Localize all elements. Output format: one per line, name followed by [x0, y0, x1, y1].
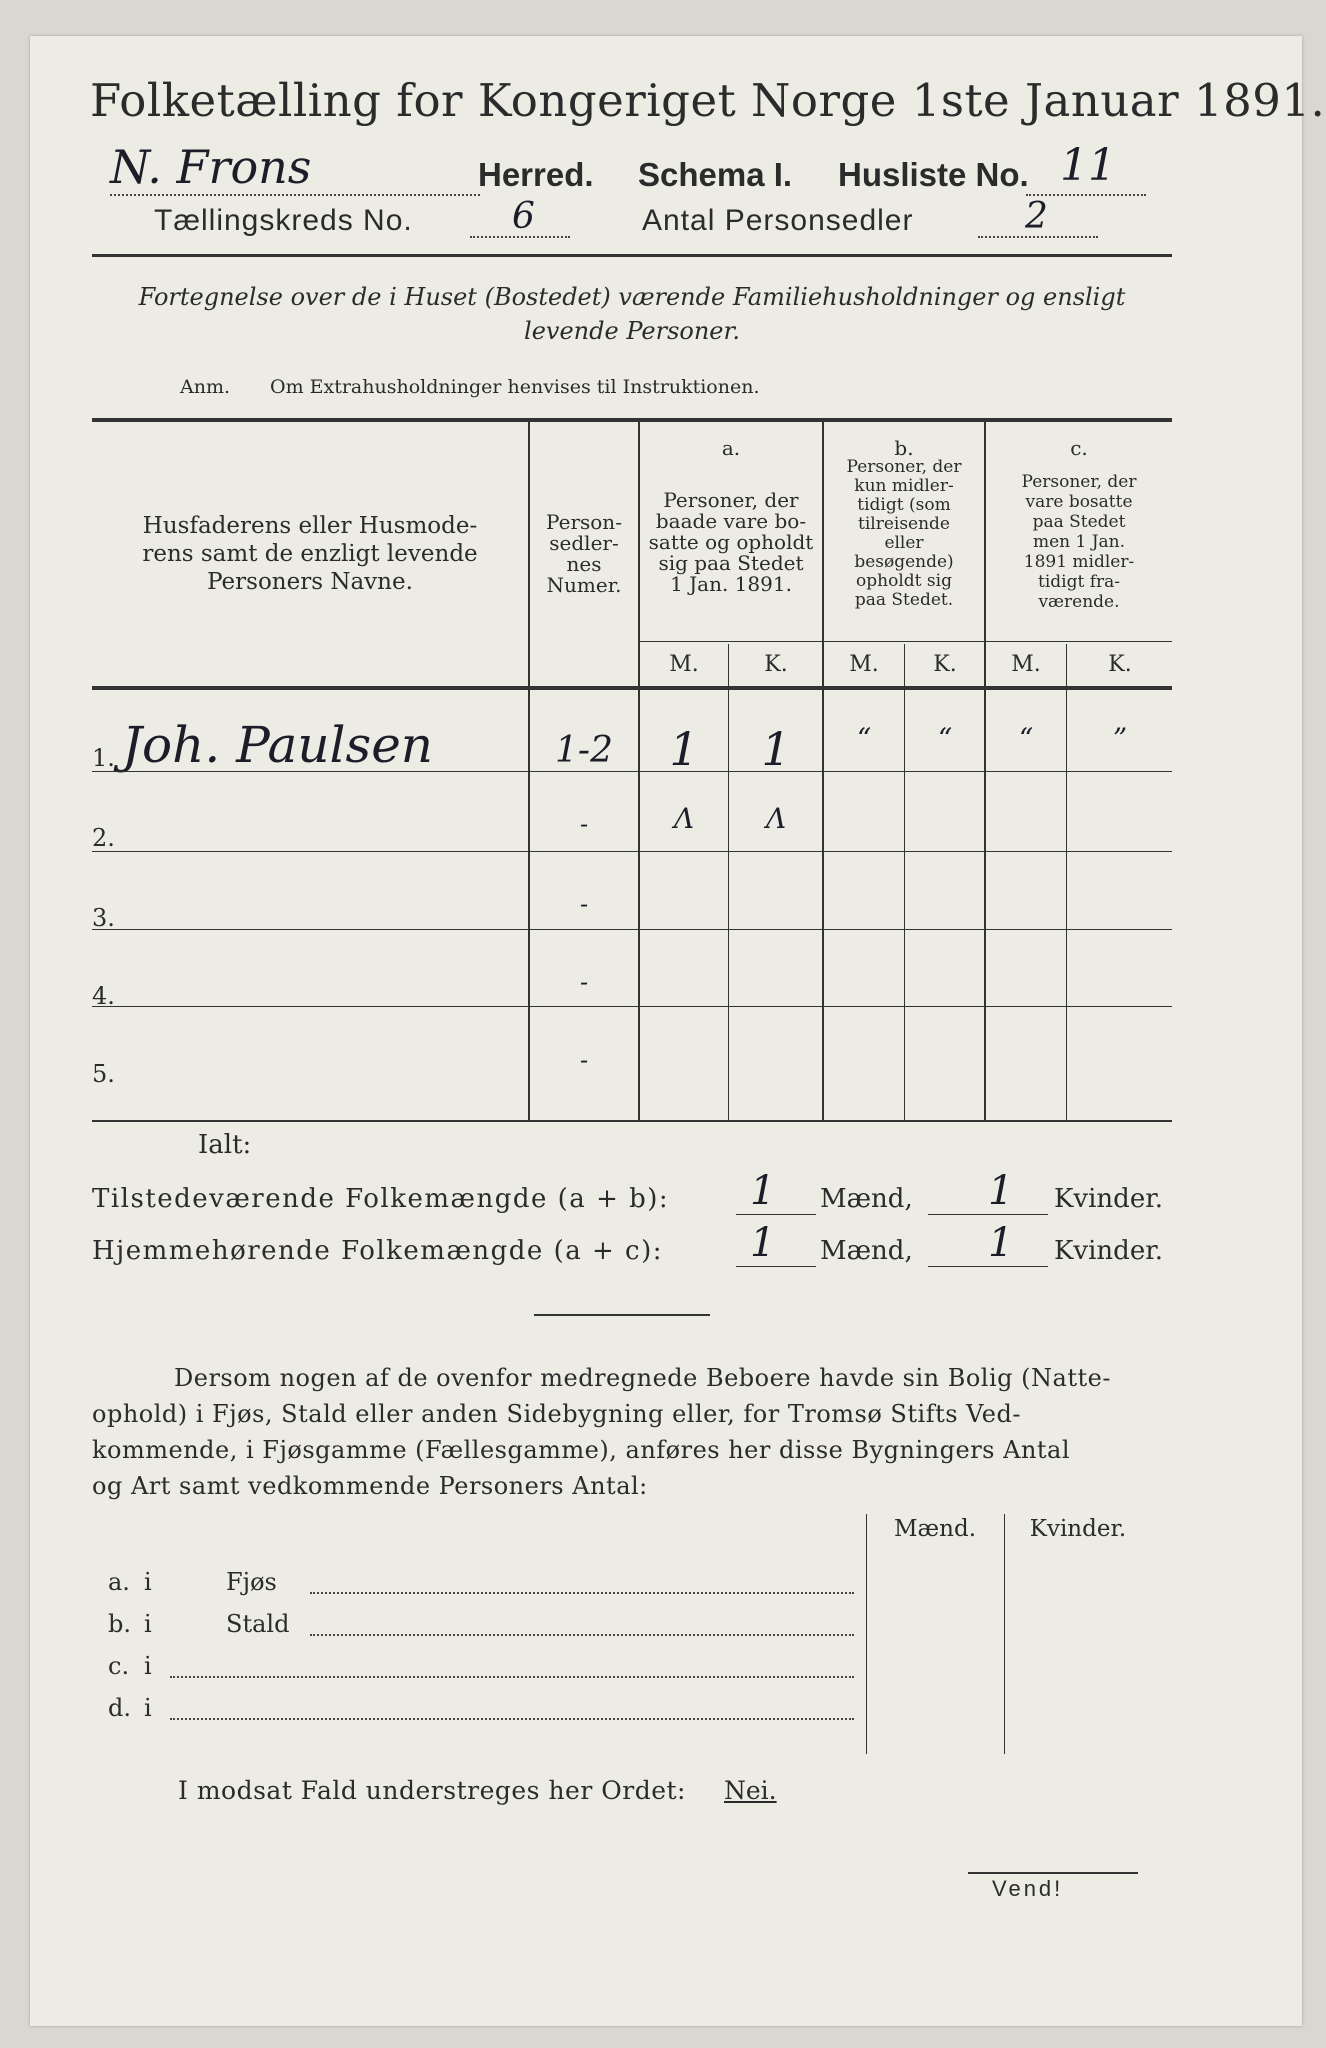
kreds-label: Tællingskreds No. [154, 204, 413, 237]
col-a-header-line: baade vare bo- [655, 509, 807, 533]
building-dotline [310, 1634, 854, 1636]
husliste-value: 11 [1060, 140, 1116, 191]
col-name-header-line: Personers Navne. [207, 569, 413, 595]
vend-text: Vend! [992, 1876, 1064, 1901]
row-cell-cM: “ [1018, 722, 1034, 755]
herred-value: N. Frons [110, 140, 312, 194]
col-a-header-line: 1 Jan. 1891. [670, 572, 792, 596]
table-vline-a-mk [728, 644, 729, 1120]
tilstede-maend-label: Mænd, [820, 1184, 913, 1214]
hjemme-maend-label: Mænd, [820, 1236, 913, 1266]
building-i: i [144, 1568, 152, 1596]
tilstede-kvinder-label: Kvinder. [1054, 1184, 1164, 1214]
hjemme-kvinder-value: 1 [988, 1220, 1014, 1266]
kreds-value: 6 [512, 196, 535, 237]
col-name-header [92, 512, 528, 596]
col-num-header [530, 512, 638, 596]
col-num-header-line: nes [566, 552, 602, 576]
header-rule [92, 254, 1172, 257]
table-top-rule [92, 418, 1172, 422]
col-c-header-line: 1891 midler- [1023, 552, 1135, 572]
col-name-header-line: rens samt de enzligt levende [142, 541, 478, 567]
row-cell-aM: Λ [673, 802, 695, 835]
buildings-vline-2 [1004, 1514, 1005, 1754]
tilstede-maend-line [736, 1214, 816, 1215]
col-num-header-line: Person- [546, 510, 622, 534]
row-name: Joh. Paulsen [122, 716, 433, 774]
kreds-dotline [470, 236, 570, 238]
col-b-letter: b. [894, 436, 914, 460]
col-b-m-label: M. [849, 652, 879, 677]
buildings-para-line: kommende, i Fjøsgamme (Fællesgamme), anføres her disse Bygningers Antal [92, 1436, 1071, 1464]
tilstede-kvinder-value: 1 [988, 1168, 1014, 1214]
schema-label: Schema I. [638, 156, 793, 193]
hjemme-kvinder-label: Kvinder. [1054, 1236, 1164, 1266]
row-personsedler-numer: - [579, 968, 589, 996]
intro-line-1: Fortegnelse over de i Huset (Bostedet) værende Familiehusholdninger og ensligt [138, 283, 1126, 311]
row-cell-bM: “ [856, 722, 872, 755]
buildings-para-line: ophold) i Fjøs, Stald eller anden Sidebygning eller, for Tromsø Stifts Ved- [92, 1400, 1021, 1428]
row-number: 2. [92, 824, 115, 852]
building-label: Fjøs [226, 1568, 277, 1596]
tilstede-maend-value: 1 [750, 1168, 776, 1214]
col-c-header-line: men 1 Jan. [1032, 532, 1126, 552]
col-c-header-line: værende. [1038, 592, 1120, 612]
col-a-m-label: M. [669, 652, 699, 677]
col-a-header-line: Personer, der [663, 488, 799, 512]
buildings-paragraph [92, 1360, 1182, 1504]
anm-text: Om Extrahusholdninger henvises til Instruktionen. [270, 376, 760, 398]
hjemme-kvinder-line [928, 1266, 1048, 1267]
ialt-label: Ialt: [198, 1130, 252, 1160]
buildings-vline-1 [866, 1514, 867, 1754]
col-c-header [986, 472, 1172, 612]
personsedler-dotline [978, 236, 1098, 238]
building-letter: d. [108, 1694, 131, 1722]
anm-label: Anm. [180, 376, 231, 398]
col-a-header [640, 490, 822, 595]
form-title: Folketælling for Kongeriget Norge 1ste Januar 1891. [90, 74, 1326, 127]
tilstede-kvinder-line [928, 1214, 1048, 1215]
building-i: i [144, 1694, 152, 1722]
col-num-header-line: Numer. [546, 573, 622, 597]
row-rule [92, 771, 1172, 772]
col-num-header-line: sedler- [549, 531, 619, 555]
col-a-header-line: satte og opholdt [648, 530, 814, 554]
row-number: 5. [92, 1060, 115, 1088]
building-i: i [144, 1610, 152, 1638]
row-rule [92, 851, 1172, 852]
row-cell-bK: “ [937, 722, 953, 755]
buildings-kvinder-col: Kvinder. [1029, 1516, 1127, 1542]
row-number: 4. [92, 982, 115, 1010]
personsedler-label: Antal Personsedler [642, 204, 914, 237]
section-divider [534, 1314, 710, 1316]
hjemme-maend-line [736, 1266, 816, 1267]
husliste-label: Husliste No. [838, 156, 1029, 193]
col-a-letter: a. [721, 436, 741, 460]
building-letter: a. [108, 1568, 130, 1596]
col-b-header-line: opholdt sig [856, 571, 952, 591]
mk-rule [638, 641, 1172, 642]
building-dotline [170, 1718, 854, 1720]
building-i: i [144, 1652, 152, 1680]
table-bottom-rule [92, 1120, 1172, 1122]
col-c-letter: c. [1070, 436, 1088, 460]
row-personsedler-numer: 1-2 [555, 730, 613, 771]
census-form-page [30, 36, 1326, 2026]
modsat-text: I modsat Fald understreges her Ordet: [178, 1776, 686, 1805]
intro-text [92, 280, 1172, 348]
row-rule [92, 929, 1172, 930]
buildings-para-line: og Art samt vedkommende Personers Antal: [92, 1472, 648, 1500]
hjemme-maend-value: 1 [750, 1220, 776, 1266]
buildings-para-line: Dersom nogen af de ovenfor medregnede Beboere havde sin Bolig (Natte- [174, 1364, 1111, 1392]
col-c-k-label: K. [1108, 652, 1132, 677]
col-name-header-line: Husfaderens eller Husmode- [142, 513, 478, 539]
col-b-k-label: K. [933, 652, 957, 677]
row-cell-aM: 1 [669, 722, 699, 776]
building-label: Stald [226, 1610, 290, 1638]
row-number: 1. [92, 744, 115, 772]
col-c-m-label: M. [1011, 652, 1041, 677]
buildings-maend-col: Mænd. [893, 1516, 977, 1542]
col-c-header-line: vare bosatte [1025, 492, 1133, 512]
col-b-header-line: tidigt (som [857, 495, 951, 515]
row-cell-aK: Λ [765, 802, 787, 835]
col-b-header-line: Personer, der [846, 457, 962, 477]
building-letter: b. [108, 1610, 131, 1638]
col-b-header-line: besøgende) [854, 552, 954, 572]
personsedler-value: 2 [1025, 196, 1048, 237]
row-personsedler-numer: - [579, 1046, 589, 1074]
nei-word: Nei. [724, 1776, 777, 1805]
herred-label: Herred. [478, 156, 594, 193]
tilstede-label: Tilstedeværende Folkemængde (a + b): [92, 1184, 670, 1214]
building-dotline [170, 1676, 854, 1678]
row-cell-cK: ” [1112, 722, 1128, 755]
col-b-header-line: paa Stedet. [854, 590, 954, 610]
col-c-header-line: tidigt fra- [1037, 572, 1120, 592]
table-header-rule [92, 686, 1172, 690]
col-b-header-line: kun midler- [854, 476, 954, 496]
hjemme-label: Hjemmehørende Folkemængde (a + c): [92, 1236, 663, 1266]
col-b-header-line: eller [884, 533, 924, 553]
table-vline-b-mk [904, 644, 905, 1120]
building-dotline [310, 1592, 854, 1594]
table-vline-c-mk [1066, 644, 1067, 1120]
col-b-header [824, 458, 984, 610]
building-letter: c. [108, 1652, 130, 1680]
vend-rule [968, 1872, 1138, 1874]
row-rule [92, 1006, 1172, 1007]
col-c-header-line: paa Stedet [1032, 512, 1126, 532]
row-personsedler-numer: - [579, 810, 589, 838]
col-a-k-label: K. [764, 652, 788, 677]
row-cell-aK: 1 [761, 722, 791, 776]
intro-line-2: levende Personer. [524, 317, 740, 345]
col-b-header-line: tilreisende [857, 514, 950, 534]
col-a-header-line: sig paa Stedet [658, 551, 804, 575]
row-personsedler-numer: - [579, 890, 589, 918]
herred-dotline [110, 194, 480, 196]
col-c-header-line: Personer, der [1021, 472, 1137, 492]
row-number: 3. [92, 904, 115, 932]
